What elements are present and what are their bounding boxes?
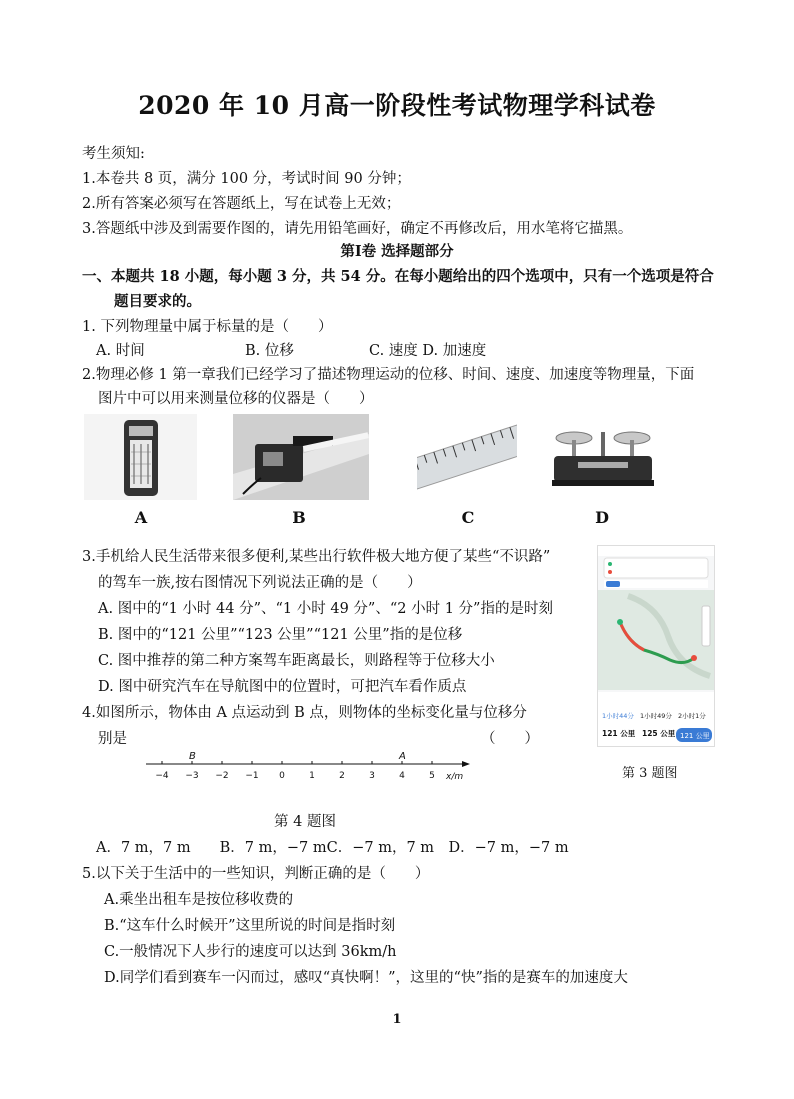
- section-title: 第Ⅰ卷 选择题部分: [340, 243, 454, 260]
- q2-image-b-tape-timer: [233, 414, 369, 500]
- axis-tick-label: −4: [155, 771, 169, 781]
- axis-tick-label: 4: [399, 771, 405, 781]
- axis-tick-label: 5: [429, 771, 435, 781]
- axis-tick-label: 2: [339, 771, 345, 781]
- page-title: 2020 年 10 月高一阶段性考试物理学科试卷: [138, 91, 656, 120]
- q1-option-cd: C. 速度 D. 加速度: [369, 343, 487, 359]
- phone-distance-3: 121 公里: [680, 732, 710, 740]
- q1-stem: 1. 下列物理量中属于标量的是（ ）: [82, 319, 333, 335]
- q2-image-a-timer: [84, 414, 197, 500]
- q5-option-c: C.一般情况下人步行的速度可以达到 36km/h: [104, 944, 397, 960]
- q5-option-a: A.乘坐出租车是按位移收费的: [104, 892, 294, 908]
- q2-stem-line1: 2.物理必修 1 第一章我们已经学习了描述物理运动的位移、时间、速度、加速度等物理量，下面: [82, 367, 695, 383]
- q5-stem: 5.以下关于生活中的一些知识，判断正确的是（ ）: [82, 866, 430, 882]
- q4-bracket: （ ）: [481, 731, 539, 747]
- q4-stem-line2: 别是: [98, 731, 127, 747]
- q3-option-b: B. 图中的“121 公里”“123 公里”“121 公里”指的是位移: [98, 627, 463, 643]
- phone-distance-2: 125 公里: [642, 729, 676, 738]
- section-instruction-line1: 一、本题共 18 小题，每小题 3 分，共 54 分。在每小题给出的四个选项中，只有一个选项是符合: [82, 268, 714, 285]
- q2-label-d: D: [595, 508, 609, 527]
- axis-tick-label: 0: [279, 771, 285, 781]
- axis-tick-label: 1: [309, 771, 315, 781]
- q3-phone-figure: [597, 545, 715, 747]
- q2-label-b: B: [292, 508, 306, 527]
- q1-option-a: A. 时间: [96, 343, 145, 359]
- axis-tick-label: −1: [245, 771, 259, 781]
- notice-heading: 考生须知:: [82, 146, 145, 162]
- q5-option-b: B.“这车什么时候开”这里所说的时间是指时刻: [104, 918, 396, 934]
- q2-image-d-balance: [548, 418, 658, 496]
- q4-figure-caption: 第 4 题图: [274, 814, 336, 830]
- axis-unit-label: x/m: [446, 772, 464, 782]
- point-b-label: B: [189, 751, 196, 762]
- axis-tick-label: −2: [215, 771, 229, 781]
- axis-tick-label: −3: [185, 771, 199, 781]
- q3-option-a: A. 图中的“1 小时 44 分”、“1 小时 49 分”、“2 小时 1 分”指的是时刻: [98, 601, 553, 617]
- q2-image-c-ruler: [417, 414, 517, 500]
- phone-time-3: 2小时1分: [678, 712, 706, 720]
- notice-item-2: 2.所有答案必须写在答题纸上，写在试卷上无效；: [82, 196, 401, 212]
- axis-tick-label: 3: [369, 771, 375, 781]
- q2-label-a: A: [134, 508, 148, 527]
- q3-figure-caption: 第 3 题图: [622, 766, 678, 781]
- q4-options: A．7 m，7 m B．7 m，−7 mC．−7 m，7 m D．−7 m，−7 m: [96, 840, 569, 856]
- page-number: 1: [392, 1012, 402, 1027]
- q2-label-c: C: [461, 508, 475, 527]
- q3-option-c: C. 图中推荐的第二种方案驾车距离最长，则路程等于位移大小: [98, 653, 495, 669]
- q2-stem-line2: 图片中可以用来测量位移的仪器是（ ）: [98, 391, 374, 407]
- q1-option-b: B. 位移: [245, 343, 294, 359]
- q4-number-line: [140, 748, 480, 784]
- section-instruction-line2: 题目要求的。: [114, 293, 201, 310]
- phone-time-2: 1小时49分: [640, 712, 672, 720]
- q3-stem-line1: 3.手机给人民生活带来很多便利,某些出行软件极大地方便了某些“不识路”: [82, 549, 551, 565]
- q4-stem-line1: 4.如图所示，物体由 A 点运动到 B 点，则物体的坐标变化量与位移分: [82, 705, 527, 721]
- q3-stem-line2: 的驾车一族,按右图情况下列说法正确的是（ ）: [98, 575, 422, 591]
- phone-distance-1: 121 公里: [602, 729, 636, 738]
- point-a-label: A: [399, 751, 406, 762]
- notice-item-1: 1.本卷共 8 页，满分 100 分，考试时间 90 分钟；: [82, 171, 411, 187]
- notice-item-3: 3.答题纸中涉及到需要作图的，请先用铅笔画好，确定不再修改后，用水笔将它描黑。: [82, 221, 633, 237]
- q5-option-d: D.同学们看到赛车一闪而过，感叹“真快啊！”，这里的“快”指的是赛车的加速度大: [104, 970, 628, 986]
- q3-option-d: D. 图中研究汽车在导航图中的位置时，可把汽车看作质点: [98, 679, 467, 695]
- phone-time-1: 1小时44分: [602, 712, 634, 720]
